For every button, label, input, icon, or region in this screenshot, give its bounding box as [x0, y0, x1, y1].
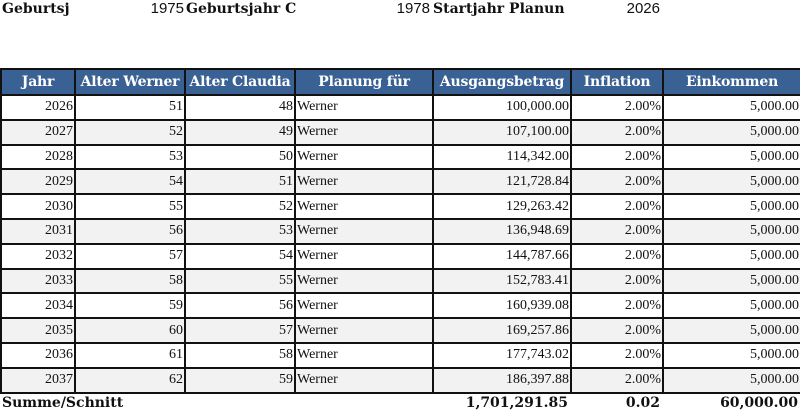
cell-alter-werner[interactable]: 57	[75, 244, 185, 269]
cell-alter-claudia[interactable]: 50	[185, 145, 295, 170]
cell-alter-claudia[interactable]: 53	[185, 219, 295, 244]
birth-year-werner-value[interactable]: 1975	[150, 0, 184, 17]
cell-alter-werner[interactable]: 62	[75, 368, 185, 393]
start-year-value[interactable]: 2026	[626, 0, 660, 17]
header-ausgangsbetrag[interactable]: Ausgangsbetrag	[433, 69, 571, 95]
cell-jahr[interactable]: 2029	[1, 169, 75, 194]
cell-inflation[interactable]: 2.00%	[571, 120, 663, 145]
cell-alter-werner[interactable]: 53	[75, 145, 185, 170]
planning-table	[0, 68, 800, 394]
cell-planung-fuer[interactable]: Werner	[295, 95, 433, 120]
table-row	[1, 169, 800, 194]
cell-jahr[interactable]: 2033	[1, 269, 75, 294]
cell-alter-werner[interactable]: 54	[75, 169, 185, 194]
cell-einkommen[interactable]: 5,000.00	[663, 169, 800, 194]
cell-ausgangsbetrag[interactable]: 152,783.41	[433, 269, 571, 294]
cell-einkommen[interactable]: 5,000.00	[663, 343, 800, 368]
cell-einkommen[interactable]: 5,000.00	[663, 120, 800, 145]
cell-inflation[interactable]: 2.00%	[571, 293, 663, 318]
cell-einkommen[interactable]: 5,000.00	[663, 145, 800, 170]
table-row	[1, 95, 800, 120]
cell-jahr[interactable]: 2035	[1, 318, 75, 343]
table-row	[1, 194, 800, 219]
cell-alter-werner[interactable]: 58	[75, 269, 185, 294]
cell-jahr[interactable]: 2032	[1, 244, 75, 269]
cell-einkommen[interactable]: 5,000.00	[663, 194, 800, 219]
cell-inflation[interactable]: 2.00%	[571, 244, 663, 269]
cell-planung-fuer[interactable]: Werner	[295, 318, 433, 343]
header-alter-claudia[interactable]: Alter Claudia	[185, 69, 295, 95]
cell-alter-werner[interactable]: 51	[75, 95, 185, 120]
cell-einkommen[interactable]: 5,000.00	[663, 269, 800, 294]
cell-einkommen[interactable]: 5,000.00	[663, 318, 800, 343]
header-row	[1, 69, 800, 95]
cell-alter-werner[interactable]: 55	[75, 194, 185, 219]
cell-inflation[interactable]: 2.00%	[571, 343, 663, 368]
cell-jahr[interactable]: 2034	[1, 293, 75, 318]
cell-ausgangsbetrag[interactable]: 129,263.42	[433, 194, 571, 219]
header-jahr[interactable]: Jahr	[1, 69, 75, 95]
cell-jahr[interactable]: 2026	[1, 95, 75, 120]
cell-planung-fuer[interactable]: Werner	[295, 368, 433, 393]
cell-jahr[interactable]: 2036	[1, 343, 75, 368]
cell-jahr[interactable]: 2028	[1, 145, 75, 170]
header-planung-fuer[interactable]: Planung für	[295, 69, 433, 95]
cell-planung-fuer[interactable]: Werner	[295, 194, 433, 219]
cell-alter-werner[interactable]: 60	[75, 318, 185, 343]
start-year-label[interactable]: Startjahr Planun	[433, 1, 565, 17]
cell-einkommen[interactable]: 5,000.00	[663, 219, 800, 244]
cell-alter-werner[interactable]: 52	[75, 120, 185, 145]
cell-ausgangsbetrag[interactable]: 177,743.02	[433, 343, 571, 368]
cell-alter-claudia[interactable]: 59	[185, 368, 295, 393]
cell-alter-claudia[interactable]: 49	[185, 120, 295, 145]
cell-planung-fuer[interactable]: Werner	[295, 343, 433, 368]
cell-alter-claudia[interactable]: 57	[185, 318, 295, 343]
cell-einkommen[interactable]: 5,000.00	[663, 293, 800, 318]
cell-alter-claudia[interactable]: 52	[185, 194, 295, 219]
summary-row	[0, 393, 800, 413]
cell-inflation[interactable]: 2.00%	[571, 145, 663, 170]
cell-ausgangsbetrag[interactable]: 144,787.66	[433, 244, 571, 269]
summary-label[interactable]: Summe/Schnitt	[2, 395, 124, 411]
cell-alter-claudia[interactable]: 55	[185, 269, 295, 294]
table-row	[1, 318, 800, 343]
table-row	[1, 145, 800, 170]
cell-alter-claudia[interactable]: 51	[185, 169, 295, 194]
cell-ausgangsbetrag[interactable]: 107,100.00	[433, 120, 571, 145]
cell-inflation[interactable]: 2.00%	[571, 194, 663, 219]
header-alter-werner[interactable]: Alter Werner	[75, 69, 185, 95]
cell-inflation[interactable]: 2.00%	[571, 368, 663, 393]
birth-year-werner-label[interactable]: Geburtsj	[2, 1, 70, 17]
cell-inflation[interactable]: 2.00%	[571, 219, 663, 244]
cell-alter-werner[interactable]: 59	[75, 293, 185, 318]
summary-ausgangsbetrag-total[interactable]: 1,701,291.85	[465, 395, 568, 411]
birth-year-claudia-value[interactable]: 1978	[396, 0, 430, 17]
cell-einkommen[interactable]: 5,000.00	[663, 368, 800, 393]
cell-jahr[interactable]: 2031	[1, 219, 75, 244]
cell-ausgangsbetrag[interactable]: 114,342.00	[433, 145, 571, 170]
cell-planung-fuer[interactable]: Werner	[295, 293, 433, 318]
cell-alter-claudia[interactable]: 48	[185, 95, 295, 120]
cell-ausgangsbetrag[interactable]: 160,939.08	[433, 293, 571, 318]
cell-planung-fuer[interactable]: Werner	[295, 145, 433, 170]
cell-einkommen[interactable]: 5,000.00	[663, 244, 800, 269]
table-row	[1, 269, 800, 294]
cell-inflation[interactable]: 2.00%	[571, 269, 663, 294]
birth-year-claudia-label[interactable]: Geburtsjahr C	[186, 1, 296, 17]
cell-planung-fuer[interactable]: Werner	[295, 244, 433, 269]
header-einkommen[interactable]: Einkommen	[663, 69, 800, 95]
table-row	[1, 343, 800, 368]
table-row	[1, 368, 800, 393]
cell-planung-fuer[interactable]: Werner	[295, 219, 433, 244]
table-row	[1, 120, 800, 145]
cell-alter-claudia[interactable]: 56	[185, 293, 295, 318]
cell-inflation[interactable]: 2.00%	[571, 318, 663, 343]
cell-planung-fuer[interactable]: Werner	[295, 120, 433, 145]
cell-inflation[interactable]: 2.00%	[571, 95, 663, 120]
cell-einkommen[interactable]: 5,000.00	[663, 95, 800, 120]
cell-jahr[interactable]: 2030	[1, 194, 75, 219]
cell-alter-claudia[interactable]: 54	[185, 244, 295, 269]
cell-ausgangsbetrag[interactable]: 136,948.69	[433, 219, 571, 244]
cell-alter-claudia[interactable]: 58	[185, 343, 295, 368]
cell-ausgangsbetrag[interactable]: 100,000.00	[433, 95, 571, 120]
cell-jahr[interactable]: 2027	[1, 120, 75, 145]
summary-inflation-average[interactable]: 0.02	[625, 395, 660, 411]
cell-planung-fuer[interactable]: Werner	[295, 169, 433, 194]
cell-alter-werner[interactable]: 56	[75, 219, 185, 244]
table-row	[1, 293, 800, 318]
cell-alter-werner[interactable]: 61	[75, 343, 185, 368]
cell-ausgangsbetrag[interactable]: 121,728.84	[433, 169, 571, 194]
table-row	[1, 244, 800, 269]
cell-inflation[interactable]: 2.00%	[571, 169, 663, 194]
cell-ausgangsbetrag[interactable]: 186,397.88	[433, 368, 571, 393]
cell-jahr[interactable]: 2037	[1, 368, 75, 393]
header-inflation[interactable]: Inflation	[571, 69, 663, 95]
table-row	[1, 219, 800, 244]
cell-ausgangsbetrag[interactable]: 169,257.86	[433, 318, 571, 343]
cell-planung-fuer[interactable]: Werner	[295, 269, 433, 294]
parameter-row	[0, 0, 800, 20]
summary-einkommen-total[interactable]: 60,000.00	[720, 395, 798, 411]
